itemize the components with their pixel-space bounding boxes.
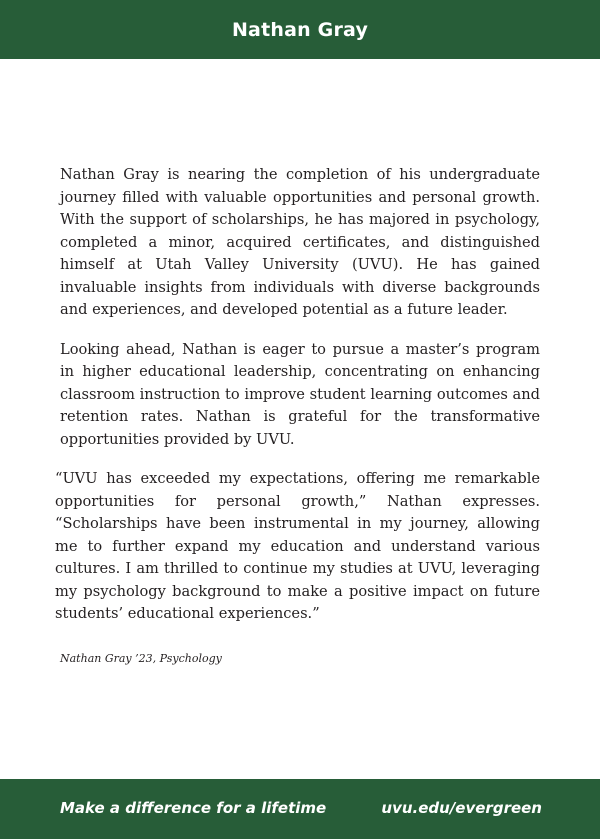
main-content <box>55 164 540 626</box>
bio-paragraph-1: Nathan Gray is nearing the completion of his undergraduate journey filled with valuable opportunities and personal growth. With the support of scholarships, he has majored in psychology, completed a minor, acquired certificates, and distinguished himself at Utah Valley University (UVU). He has gained invaluable insights from individuals with diverse backgrounds and experiences, and developed potential as a future leader. <box>60 166 540 318</box>
quote-attribution: Nathan Gray ’23, Psychology <box>60 652 222 665</box>
footer-tagline: Make a difference for a lifetime <box>60 799 327 817</box>
footer-banner <box>0 779 600 839</box>
bio-paragraph-2: Looking ahead, Nathan is eager to pursue a master’s program in higher educational leadership, concentrating on enhancing classroom instruction to improve student learning outcomes and retention rates. Nathan is grateful for the transformative opportunities provided by UVU. <box>60 340 540 448</box>
header-banner <box>0 0 600 59</box>
footer-website-link[interactable]: uvu.edu/evergreen <box>381 799 542 817</box>
page-title: Nathan Gray <box>231 18 369 41</box>
student-quote: “UVU has exceeded my expectations, offering me remarkable opportunities for personal growth,” Nathan expresses. “Scholarships have been instrumental in my journey, allowing me to further expand my education and understand various cultures. I am thrilled to continue my studies at UVU, leveraging my psychology background to make a positive impact on future students’ educational experiences.” <box>55 470 540 622</box>
